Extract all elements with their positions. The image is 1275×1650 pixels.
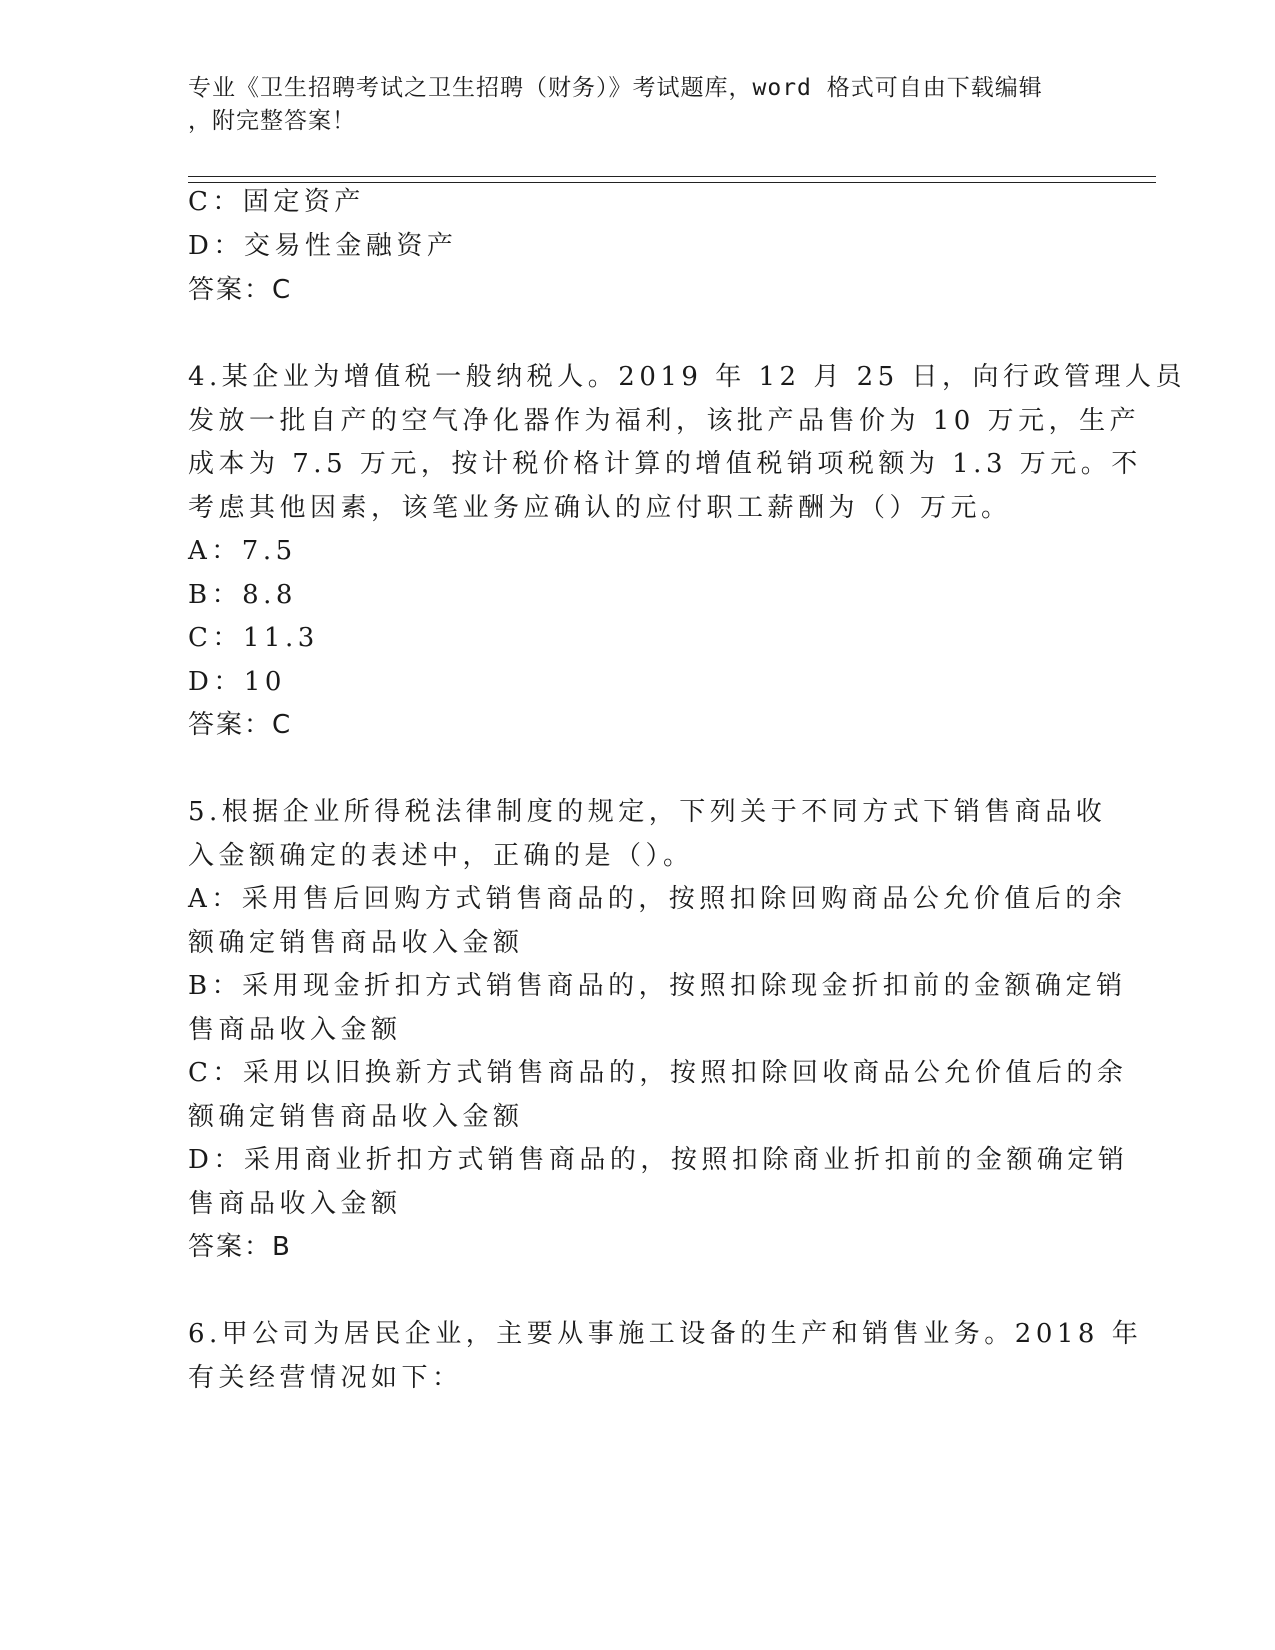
document-header	[188, 72, 1088, 138]
q5-option-a-line-1: A：采用售后回购方式销售商品的，按照扣除回购商品公允价值后的余	[188, 884, 1127, 914]
header-divider	[188, 176, 1156, 183]
q5-option-b-line-1: B：采用现金折扣方式销售商品的，按照扣除现金折扣前的金额确定销	[188, 971, 1127, 1001]
q5-option-a-line-2: 额确定销售商品收入金额	[188, 928, 524, 958]
q4-option-a: A：7.5	[188, 536, 297, 566]
q5-option-c-line-1: C：采用以旧换新方式销售商品的，按照扣除回收商品公允价值后的余	[188, 1058, 1128, 1088]
q3-option-d: D：交易性金融资产	[188, 231, 458, 261]
q4-option-d: D：10	[188, 667, 286, 697]
q4-stem-line-1: 4.某企业为增值税一般纳税人。2019 年 12 月 25 日，向行政管理人员	[188, 362, 1186, 392]
q4-option-b: B：8.8	[188, 580, 297, 610]
q5-option-c-line-2: 额确定销售商品收入金额	[188, 1102, 524, 1132]
q4-answer: 答案：C	[188, 710, 293, 740]
q5-option-d-line-2: 售商品收入金额	[188, 1189, 402, 1219]
header-title-line-2: ，附完整答案！	[188, 108, 356, 134]
q4-stem-line-3: 成本为 7.5 万元，按计税价格计算的增值税销项税额为 1.3 万元。不	[188, 449, 1142, 479]
q3-option-c: C：固定资产	[188, 187, 365, 217]
header-title-line-1: 专业《卫生招聘考试之卫生招聘（财务）》考试题库，word 格式可自由下载编辑	[188, 75, 1043, 101]
q4-stem-line-4: 考虑其他因素，该笔业务应确认的应付职工薪酬为（）万元。	[188, 493, 1012, 523]
q5-stem-line-2: 入金额确定的表述中，正确的是（）。	[188, 841, 694, 871]
q5-answer: 答案：B	[188, 1232, 292, 1262]
q5-option-d-line-1: D：采用商业折扣方式销售商品的，按照扣除商业折扣前的金额确定销	[188, 1145, 1129, 1175]
q6-stem-line-1: 6.甲公司为居民企业，主要从事施工设备的生产和销售业务。2018 年	[188, 1319, 1143, 1349]
q4-option-c: C：11.3	[188, 623, 319, 653]
q6-stem-line-2: 有关经营情况如下：	[188, 1363, 463, 1393]
q3-answer: 答案：C	[188, 275, 293, 305]
q4-stem-line-2: 发放一批自产的空气净化器作为福利，该批产品售价为 10 万元，生产	[188, 406, 1141, 436]
q5-stem-line-1: 5.根据企业所得税法律制度的规定，下列关于不同方式下销售商品收	[188, 797, 1107, 827]
q5-option-b-line-2: 售商品收入金额	[188, 1015, 402, 1045]
